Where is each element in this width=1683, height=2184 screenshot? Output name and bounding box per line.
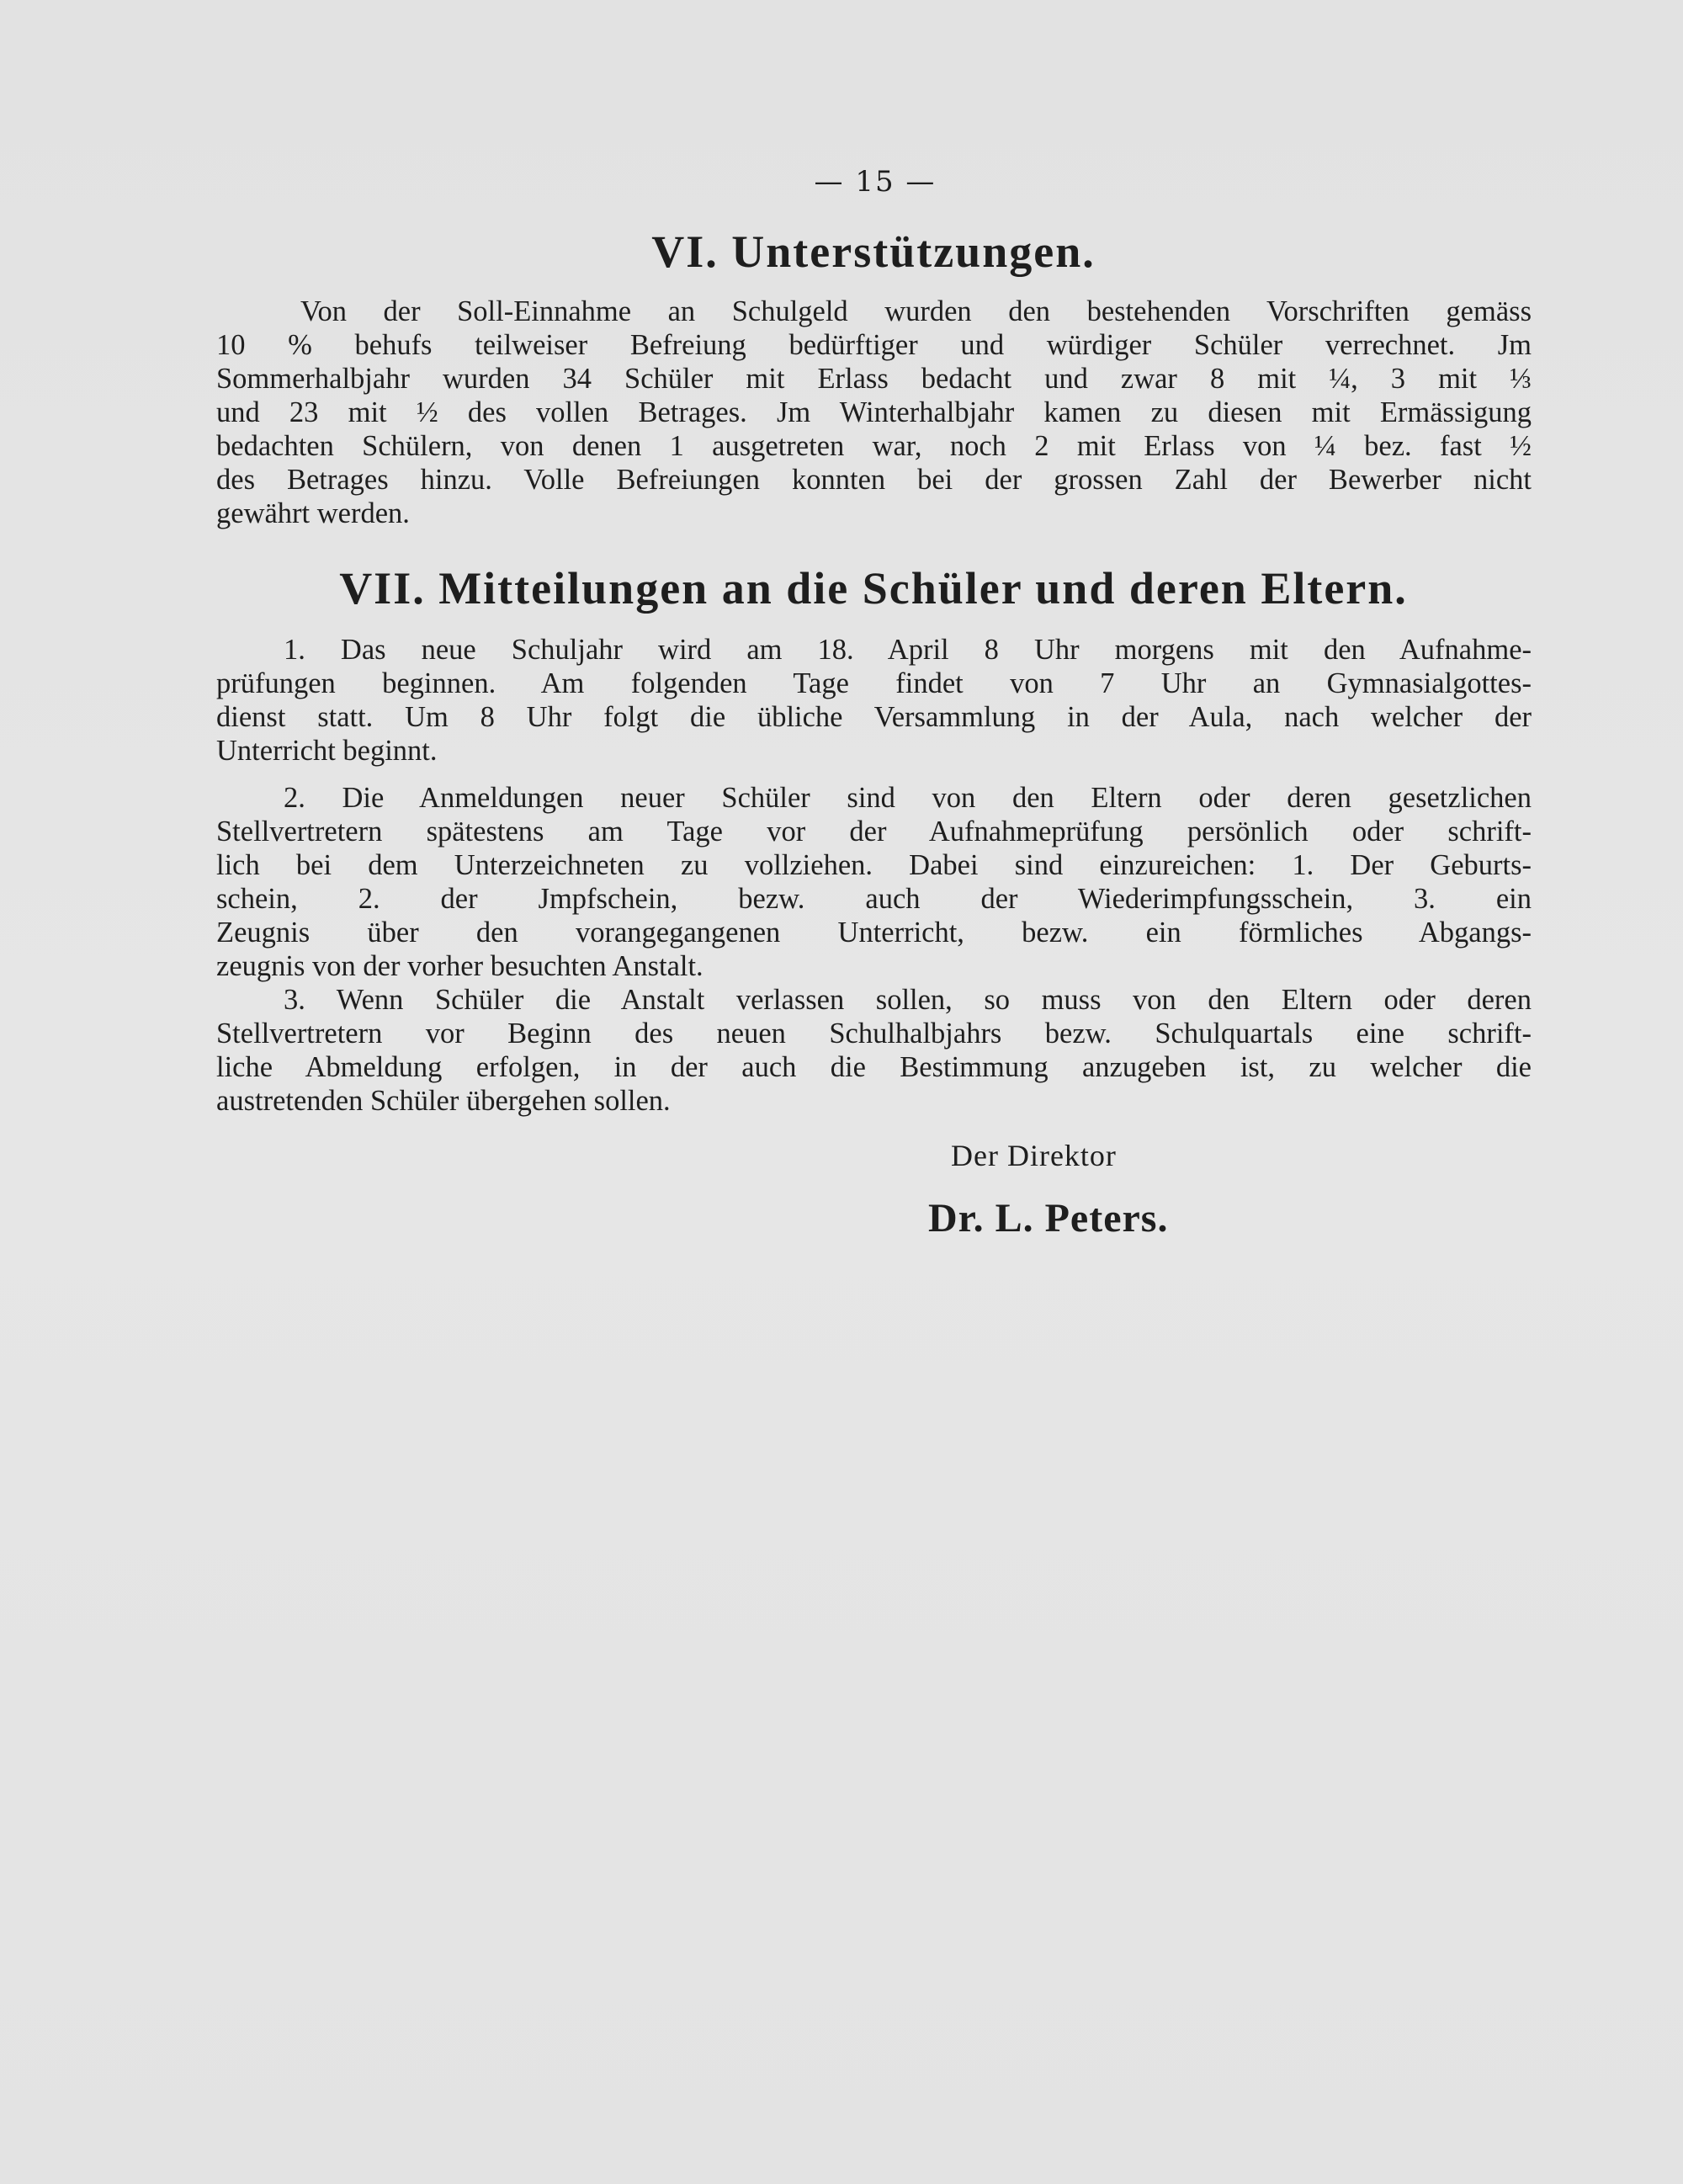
- paragraph-line: liche Abmeldung erfolgen, in der auch die Bestimmung anzugeben ist, zu welcher die: [216, 1051, 1532, 1083]
- paragraph-line: gewährt werden.: [216, 497, 410, 529]
- paragraph-line: 10 % behufs teilweiser Befreiung bedürftiger und würdiger Schüler verrechnet. Jm: [216, 329, 1532, 361]
- paragraph-line: des Betrages hinzu. Volle Befreiungen konnten bei der grossen Zahl der Bewerber nicht: [216, 464, 1532, 496]
- paragraph-line: 2. Die Anmeldungen neuer Schüler sind von den Eltern oder deren gesetzlichen: [284, 782, 1532, 814]
- paragraph-line: schein, 2. der Jmpfschein, bezw. auch der Wiederimpfungsschein, 3. ein: [216, 883, 1532, 915]
- page-number: — 15 —: [814, 165, 937, 199]
- paragraph-line: und 23 mit ½ des vollen Betrages. Jm Winterhalbjahr kamen zu diesen mit Ermässigung: [216, 396, 1532, 428]
- section-vii-item-2: [216, 781, 1532, 983]
- paragraph-line: Unterricht beginnt.: [216, 735, 438, 767]
- paragraph-line: Sommerhalbjahr wurden 34 Schüler mit Erlass bedacht und zwar 8 mit ¼, 3 mit ⅓: [216, 363, 1532, 395]
- paragraph-line: Zeugnis über den vorangegangenen Unterricht, bezw. ein förmliches Abgangs-: [216, 917, 1532, 949]
- paragraph-line: prüfungen beginnen. Am folgenden Tage findet von 7 Uhr an Gymnasialgottes-: [216, 667, 1532, 699]
- paragraph-line: bedachten Schülern, von denen 1 ausgetreten war, noch 2 mit Erlass von ¼ bez. fast ½: [216, 430, 1532, 462]
- paragraph-line: Stellvertretern spätestens am Tage vor der Aufnahmeprüfung persönlich oder schrift-: [216, 816, 1532, 848]
- section-vii-item-1: [216, 633, 1532, 768]
- section-vi-paragraph: [216, 295, 1532, 530]
- paragraph-line: zeugnis von der vorher besuchten Anstalt.: [216, 950, 703, 982]
- paragraph-line: dienst statt. Um 8 Uhr folgt die übliche Versammlung in der Aula, nach welcher der: [216, 701, 1532, 733]
- section-vii-item-3: [216, 983, 1532, 1118]
- signature-title: Der Direktor: [951, 1139, 1117, 1172]
- paragraph-line: lich bei dem Unterzeichneten zu vollziehen. Dabei sind einzureichen: 1. Der Geburts-: [216, 849, 1532, 881]
- paragraph-line: 3. Wenn Schüler die Anstalt verlassen sollen, so muss von den Eltern oder deren: [284, 984, 1532, 1016]
- paragraph-line: 1. Das neue Schuljahr wird am 18. April 8 Uhr morgens mit den Aufnahme-: [284, 634, 1532, 666]
- section-vi-title: VI. Unterstützungen.: [651, 226, 1096, 277]
- section-vii-title: VII. Mitteilungen an die Schüler und deren Eltern.: [339, 563, 1408, 614]
- paragraph-line: Stellvertretern vor Beginn des neuen Schulhalbjahrs bezw. Schulquartals eine schrift-: [216, 1018, 1532, 1049]
- signature-name: Dr. L. Peters.: [928, 1196, 1169, 1241]
- paragraph-line: austretenden Schüler übergehen sollen.: [216, 1085, 671, 1117]
- paragraph-line: Von der Soll-Einnahme an Schulgeld wurden den bestehenden Vorschriften gemäss: [300, 295, 1532, 327]
